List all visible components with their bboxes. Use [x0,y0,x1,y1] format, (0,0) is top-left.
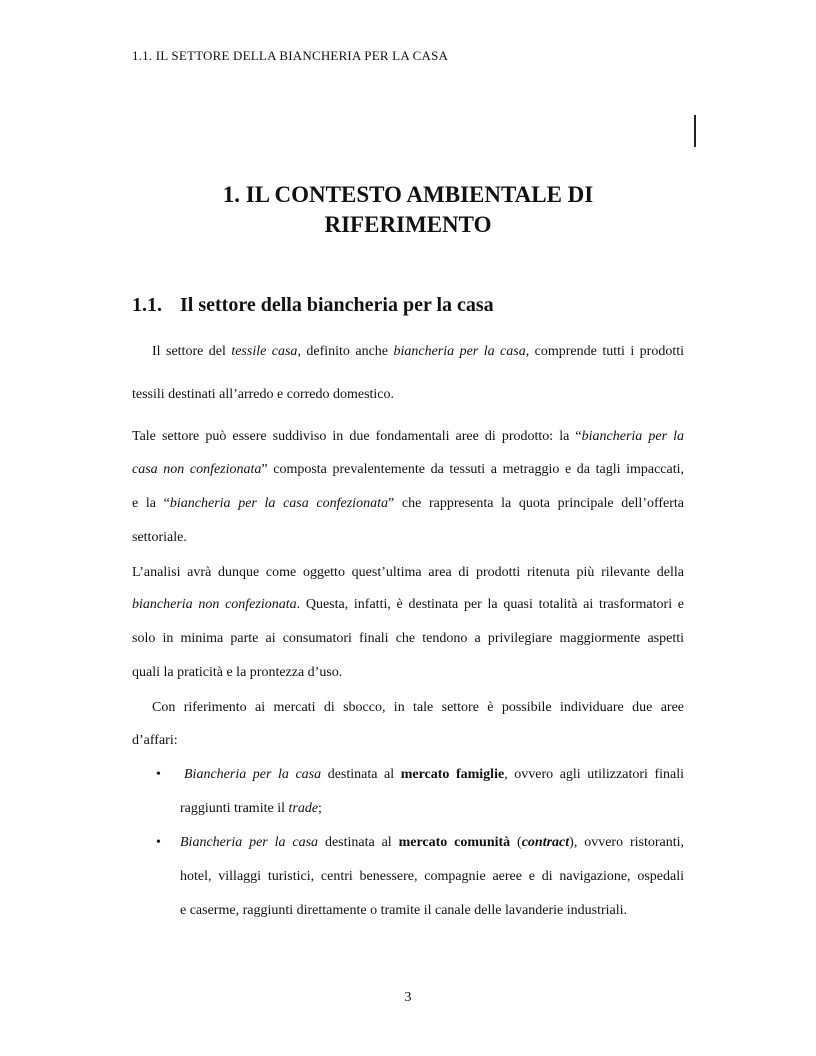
bullet-2-line-2: hotel, villaggi turistici, centri benessere, compagnie aeree e di navigazione, ospedali [180,869,684,884]
bullet-2-line-1: Biancheria per la casa destinata al mercato comunità (contract), ovvero ristoranti, [180,835,684,850]
section-title [132,294,494,317]
bullet-1-marker: • [156,767,161,782]
paragraph-1-line-1: Il settore del tessile casa, definito anche biancheria per la casa, comprende tutti i prodotti [152,344,684,359]
chapter-title-line2: RIFERIMENTO [324,212,492,237]
paragraph-2-line-1: Tale settore può essere suddiviso in due fondamentali aree di prodotto: la “biancheria per la [132,429,684,444]
paragraph-3-line-1: L’analisi avrà dunque come oggetto quest’ultima area di prodotti ritenuta più rilevante della [132,565,684,580]
chapter-title-line1: 1. IL CONTESTO AMBIENTALE DI [222,182,594,207]
page-number: 3 [404,990,412,1005]
paragraph-3-line-3: solo in minima parte ai consumatori finali che tendono a privilegiare maggiormente aspetti [132,631,684,646]
section-number: 1.1. [132,294,162,316]
paragraph-2-line-3: e la “biancheria per la casa confezionata” che rappresenta la quota principale dell’offerta [132,496,685,511]
bullet-1-line-2: raggiunti tramite il trade; [180,801,322,816]
paragraph-3-line-4: quali la praticità e la prontezza d’uso. [132,665,343,680]
paragraph-4-line-2: d’affari: [132,733,178,748]
chapter-title [132,180,684,240]
revision-bar [694,115,696,147]
section-title-text: Il settore della biancheria per la casa [180,294,494,316]
paragraph-3-line-2: biancheria non confezionata. Questa, infatti, è destinata per la quasi totalità ai trasformatori e [132,597,685,612]
paragraph-2-line-4: settoriale. [132,530,187,545]
bullet-2-line-3: e caserme, raggiunti direttamente o tramite il canale delle lavanderie industriali. [180,903,628,918]
running-head: 1.1. IL SETTORE DELLA BIANCHERIA PER LA CASA [132,48,449,63]
bullet-2-marker: • [156,835,161,850]
paragraph-4-line-1: Con riferimento ai mercati di sbocco, in tale settore è possibile individuare due aree [152,700,684,715]
paragraph-1-line-2: tessili destinati all’arredo e corredo domestico. [132,387,395,402]
bullet-1-line-1: Biancheria per la casa destinata al mercato famiglie, ovvero agli utilizzatori finali [184,767,685,782]
paragraph-2-line-2: casa non confezionata” composta prevalentemente da tessuti a metraggio e da tagli impaccati, [132,462,684,477]
